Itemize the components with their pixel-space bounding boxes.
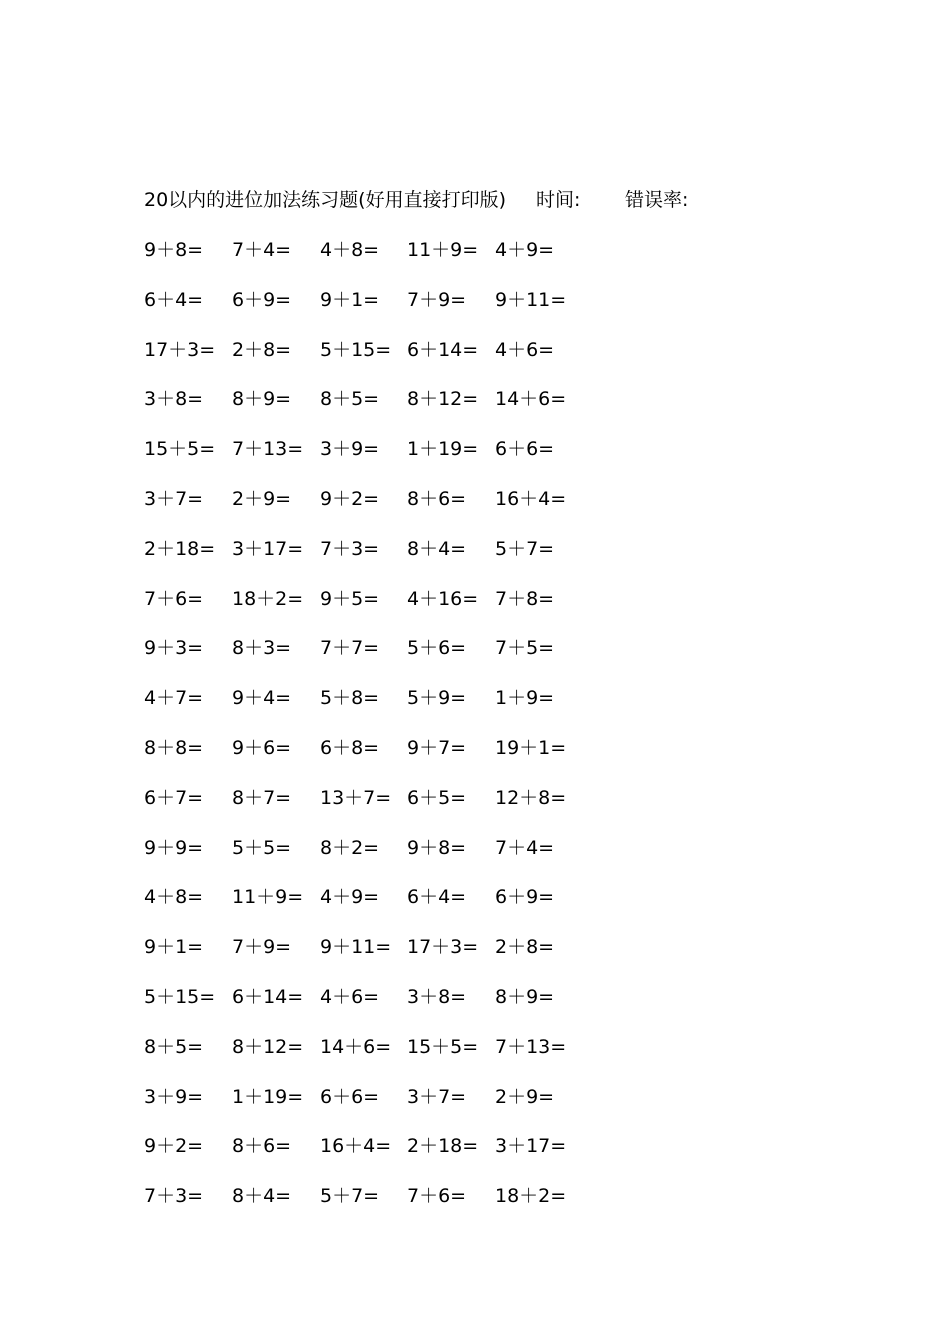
addition-problem: 4＋6= bbox=[495, 338, 555, 361]
addition-problem: 8＋5= bbox=[320, 388, 380, 411]
problem-row bbox=[144, 434, 624, 484]
addition-problem: 7＋8= bbox=[495, 587, 555, 610]
addition-problem: 3＋8= bbox=[144, 388, 204, 411]
addition-problem: 8＋7= bbox=[232, 786, 292, 809]
addition-problem: 9＋7= bbox=[407, 736, 467, 759]
addition-problem: 8＋3= bbox=[232, 637, 292, 660]
addition-problem: 7＋6= bbox=[407, 1185, 467, 1208]
problem-row bbox=[144, 783, 624, 833]
addition-problem: 8＋9= bbox=[495, 985, 555, 1008]
addition-problem: 7＋13= bbox=[495, 1035, 567, 1058]
addition-problem: 7＋9= bbox=[407, 288, 467, 311]
addition-problem: 2＋9= bbox=[232, 487, 292, 510]
problem-row bbox=[144, 882, 624, 932]
addition-problem: 4＋8= bbox=[320, 239, 380, 261]
addition-problem: 9＋2= bbox=[144, 1135, 204, 1158]
problem-row bbox=[144, 584, 624, 634]
addition-problem: 8＋12= bbox=[232, 1035, 304, 1058]
problem-row bbox=[144, 235, 624, 285]
problem-row bbox=[144, 335, 624, 385]
addition-problem: 4＋6= bbox=[320, 985, 380, 1008]
problem-row bbox=[144, 982, 624, 1032]
addition-problem: 7＋3= bbox=[320, 537, 380, 560]
addition-problem: 3＋8= bbox=[407, 985, 467, 1008]
addition-problem: 5＋7= bbox=[320, 1185, 380, 1208]
addition-problem: 14＋6= bbox=[495, 388, 567, 411]
addition-problem: 8＋4= bbox=[407, 537, 467, 560]
addition-problem: 5＋6= bbox=[407, 637, 467, 660]
addition-problem: 8＋9= bbox=[232, 388, 292, 411]
addition-problem: 1＋9= bbox=[495, 687, 555, 710]
addition-problem: 2＋18= bbox=[144, 537, 216, 560]
addition-problem: 2＋18= bbox=[407, 1135, 479, 1158]
addition-problem: 9＋3= bbox=[144, 637, 204, 660]
problem-row bbox=[144, 1082, 624, 1132]
addition-problem: 5＋7= bbox=[495, 537, 555, 560]
time-label: 时间: bbox=[536, 189, 581, 211]
addition-problem: 16＋4= bbox=[320, 1135, 392, 1158]
addition-problem: 9＋11= bbox=[495, 288, 567, 311]
addition-problem: 3＋17= bbox=[232, 537, 304, 560]
addition-problem: 2＋8= bbox=[495, 936, 555, 959]
problem-row bbox=[144, 1181, 624, 1231]
addition-problem: 4＋9= bbox=[495, 239, 555, 261]
addition-problem: 6＋4= bbox=[144, 288, 204, 311]
addition-problem: 8＋6= bbox=[407, 487, 467, 510]
addition-problem: 18＋2= bbox=[495, 1185, 567, 1208]
addition-problem: 7＋5= bbox=[495, 637, 555, 660]
addition-problem: 8＋6= bbox=[232, 1135, 292, 1158]
addition-problem: 14＋6= bbox=[320, 1035, 392, 1058]
addition-problem: 5＋15= bbox=[144, 985, 216, 1008]
problem-row bbox=[144, 484, 624, 534]
addition-problem: 3＋9= bbox=[320, 438, 380, 461]
addition-problem: 5＋5= bbox=[232, 836, 292, 859]
addition-problem: 4＋9= bbox=[320, 886, 380, 909]
addition-problem: 9＋8= bbox=[407, 836, 467, 859]
addition-problem: 13＋7= bbox=[320, 786, 392, 809]
problem-row bbox=[144, 932, 624, 982]
addition-problem: 7＋7= bbox=[320, 637, 380, 660]
addition-problem: 3＋7= bbox=[407, 1085, 467, 1108]
addition-problem: 6＋14= bbox=[407, 338, 479, 361]
addition-problem: 9＋4= bbox=[232, 687, 292, 710]
addition-problem: 6＋6= bbox=[320, 1085, 380, 1108]
addition-problem: 6＋8= bbox=[320, 736, 380, 759]
addition-problem: 7＋4= bbox=[495, 836, 555, 859]
addition-problem: 8＋4= bbox=[232, 1185, 292, 1208]
addition-problem: 1＋19= bbox=[407, 438, 479, 461]
addition-problem: 6＋4= bbox=[407, 886, 467, 909]
addition-problem: 8＋8= bbox=[144, 736, 204, 759]
addition-problem: 3＋9= bbox=[144, 1085, 204, 1108]
problem-row bbox=[144, 683, 624, 733]
addition-problem: 6＋9= bbox=[232, 288, 292, 311]
addition-problem: 9＋5= bbox=[320, 587, 380, 610]
problem-row bbox=[144, 534, 624, 584]
addition-problem: 7＋6= bbox=[144, 587, 204, 610]
addition-problem: 2＋8= bbox=[232, 338, 292, 361]
addition-problem: 9＋1= bbox=[320, 288, 380, 311]
addition-problem: 12＋8= bbox=[495, 786, 567, 809]
addition-problem: 5＋15= bbox=[320, 338, 392, 361]
addition-problem: 6＋5= bbox=[407, 786, 467, 809]
addition-problem: 17＋3= bbox=[144, 338, 216, 361]
addition-problem: 7＋3= bbox=[144, 1185, 204, 1208]
error-rate-label: 错误率: bbox=[625, 189, 689, 211]
addition-problem: 5＋9= bbox=[407, 687, 467, 710]
addition-problem: 5＋8= bbox=[320, 687, 380, 710]
addition-problem: 18＋2= bbox=[232, 587, 304, 610]
addition-problem: 3＋7= bbox=[144, 487, 204, 510]
addition-problem: 19＋1= bbox=[495, 736, 567, 759]
addition-problem: 8＋5= bbox=[144, 1035, 204, 1058]
addition-problem: 9＋11= bbox=[320, 936, 392, 959]
problem-row bbox=[144, 733, 624, 783]
addition-problem: 16＋4= bbox=[495, 487, 567, 510]
addition-problem: 17＋3= bbox=[407, 936, 479, 959]
addition-problem: 9＋2= bbox=[320, 487, 380, 510]
addition-problem: 9＋9= bbox=[144, 836, 204, 859]
addition-problem: 15＋5= bbox=[407, 1035, 479, 1058]
addition-problem: 9＋8= bbox=[144, 239, 204, 261]
worksheet-title: 20以内的进位加法练习题(好用直接打印版) bbox=[144, 189, 507, 211]
addition-problem: 6＋7= bbox=[144, 786, 204, 809]
addition-problem: 2＋9= bbox=[495, 1085, 555, 1108]
addition-problem: 4＋7= bbox=[144, 687, 204, 710]
addition-problem: 4＋16= bbox=[407, 587, 479, 610]
addition-problem: 6＋9= bbox=[495, 886, 555, 909]
addition-problem: 9＋1= bbox=[144, 936, 204, 959]
addition-problem: 15＋5= bbox=[144, 438, 216, 461]
problem-row bbox=[144, 1131, 624, 1181]
addition-problem: 8＋2= bbox=[320, 836, 380, 859]
addition-problem: 8＋12= bbox=[407, 388, 479, 411]
addition-problem: 3＋17= bbox=[495, 1135, 567, 1158]
problem-grid bbox=[144, 235, 624, 1231]
problem-row bbox=[144, 633, 624, 683]
addition-problem: 6＋6= bbox=[495, 438, 555, 461]
problem-row bbox=[144, 1032, 624, 1082]
addition-problem: 1＋19= bbox=[232, 1085, 304, 1108]
addition-problem: 7＋9= bbox=[232, 936, 292, 959]
addition-problem: 7＋4= bbox=[232, 239, 292, 261]
addition-problem: 9＋6= bbox=[232, 736, 292, 759]
problem-row bbox=[144, 285, 624, 335]
problem-row bbox=[144, 384, 624, 434]
worksheet-header bbox=[144, 185, 764, 215]
problem-row bbox=[144, 833, 624, 883]
addition-problem: 6＋14= bbox=[232, 985, 304, 1008]
addition-problem: 11＋9= bbox=[407, 239, 479, 261]
addition-problem: 4＋8= bbox=[144, 886, 204, 909]
addition-problem: 7＋13= bbox=[232, 438, 304, 461]
addition-problem: 11＋9= bbox=[232, 886, 304, 909]
